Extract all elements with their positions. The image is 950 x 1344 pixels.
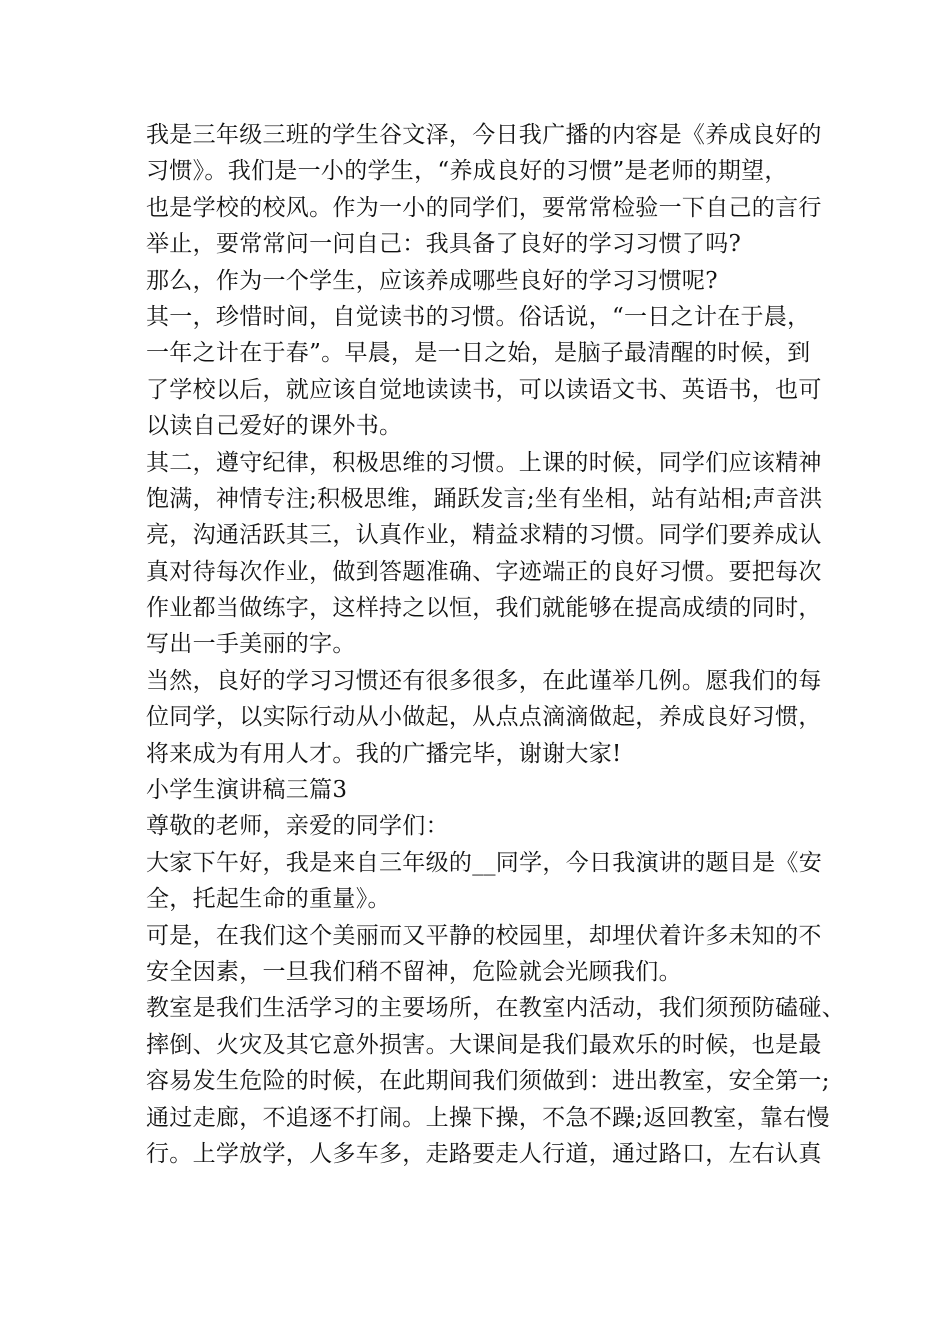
text-line: 举止，要常常问一问自己：我具备了良好的学习习惯了吗? xyxy=(146,231,742,258)
text-line: 了学校以后，就应该自觉地读读书，可以读语文书、英语书，也可 xyxy=(146,376,822,403)
text-line: 其二，遵守纪律，积极思维的习惯。上课的时候，同学们应该精神 xyxy=(146,449,822,476)
text-line: 大家下午好，我是来自三年级的__同学，今日我演讲的题目是《安 xyxy=(146,849,822,876)
text-line: 亮，沟通活跃其三，认真作业，精益求精的习惯。同学们要养成认 xyxy=(146,522,822,549)
text-line: 全，托起生命的重量》。 xyxy=(146,886,391,913)
text-line: 作业都当做练字，这样持之以恒，我们就能够在提高成绩的同时， xyxy=(146,595,822,622)
text-line: 位同学，以实际行动从小做起，从点点滴滴做起，养成良好习惯， xyxy=(146,704,822,731)
text-line: 可是，在我们这个美丽而又平静的校园里，却埋伏着许多未知的不 xyxy=(146,922,822,949)
text-line: 以读自己爱好的课外书。 xyxy=(146,413,403,440)
document-body xyxy=(146,117,845,1172)
text-line: 通过走廊，不追逐不打闹。上操下操，不急不躁;返回教室，靠右慢 xyxy=(146,1104,830,1131)
text-line: 教室是我们生活学习的主要场所，在教室内活动，我们须预防磕碰、 xyxy=(146,995,845,1022)
text-line: 其一，珍惜时间，自觉读书的习惯。俗话说，“一日之计在于晨， xyxy=(146,303,811,330)
salutation-line: 尊敬的老师，亲爱的同学们： xyxy=(146,813,449,840)
text-line: 当然，良好的学习习惯还有很多很多，在此谨举几例。愿我们的每 xyxy=(146,667,822,694)
section-heading: 小学生演讲稿三篇3 xyxy=(146,777,348,804)
text-line: 写出一手美丽的字。 xyxy=(146,631,356,658)
text-line: 容易发生危险的时候，在此期间我们须做到：进出教室，安全第一; xyxy=(146,1068,830,1095)
text-line: 摔倒、火灾及其它意外损害。大课间是我们最欢乐的时候，也是最 xyxy=(146,1031,822,1058)
text-line: 那么，作为一个学生，应该养成哪些良好的学习习惯呢? xyxy=(146,267,718,294)
text-line: 真对待每次作业，做到答题准确、字迹端正的良好习惯。要把每次 xyxy=(146,558,822,585)
text-line: 行。上学放学，人多车多，走路要走人行道，通过路口，左右认真 xyxy=(146,1140,822,1167)
text-line: 也是学校的校风。作为一小的同学们，要常常检验一下自己的言行 xyxy=(146,194,822,221)
text-line: 一年之计在于春”。早晨，是一日之始，是脑子最清醒的时候，到 xyxy=(146,340,811,367)
text-line: 安全因素，一旦我们稍不留神，危险就会光顾我们。 xyxy=(146,958,682,985)
text-line: 饱满，神情专注;积极思维，踊跃发言;坐有坐相，站有站相;声音洪 xyxy=(146,485,823,512)
text-line: 将来成为有用人才。我的广播完毕，谢谢大家! xyxy=(146,740,622,767)
text-line: 我是三年级三班的学生谷文泽，今日我广播的内容是《养成良好的 xyxy=(146,122,822,148)
text-line: 习惯》。我们是一小的学生，“养成良好的习惯”是老师的期望， xyxy=(146,158,788,185)
